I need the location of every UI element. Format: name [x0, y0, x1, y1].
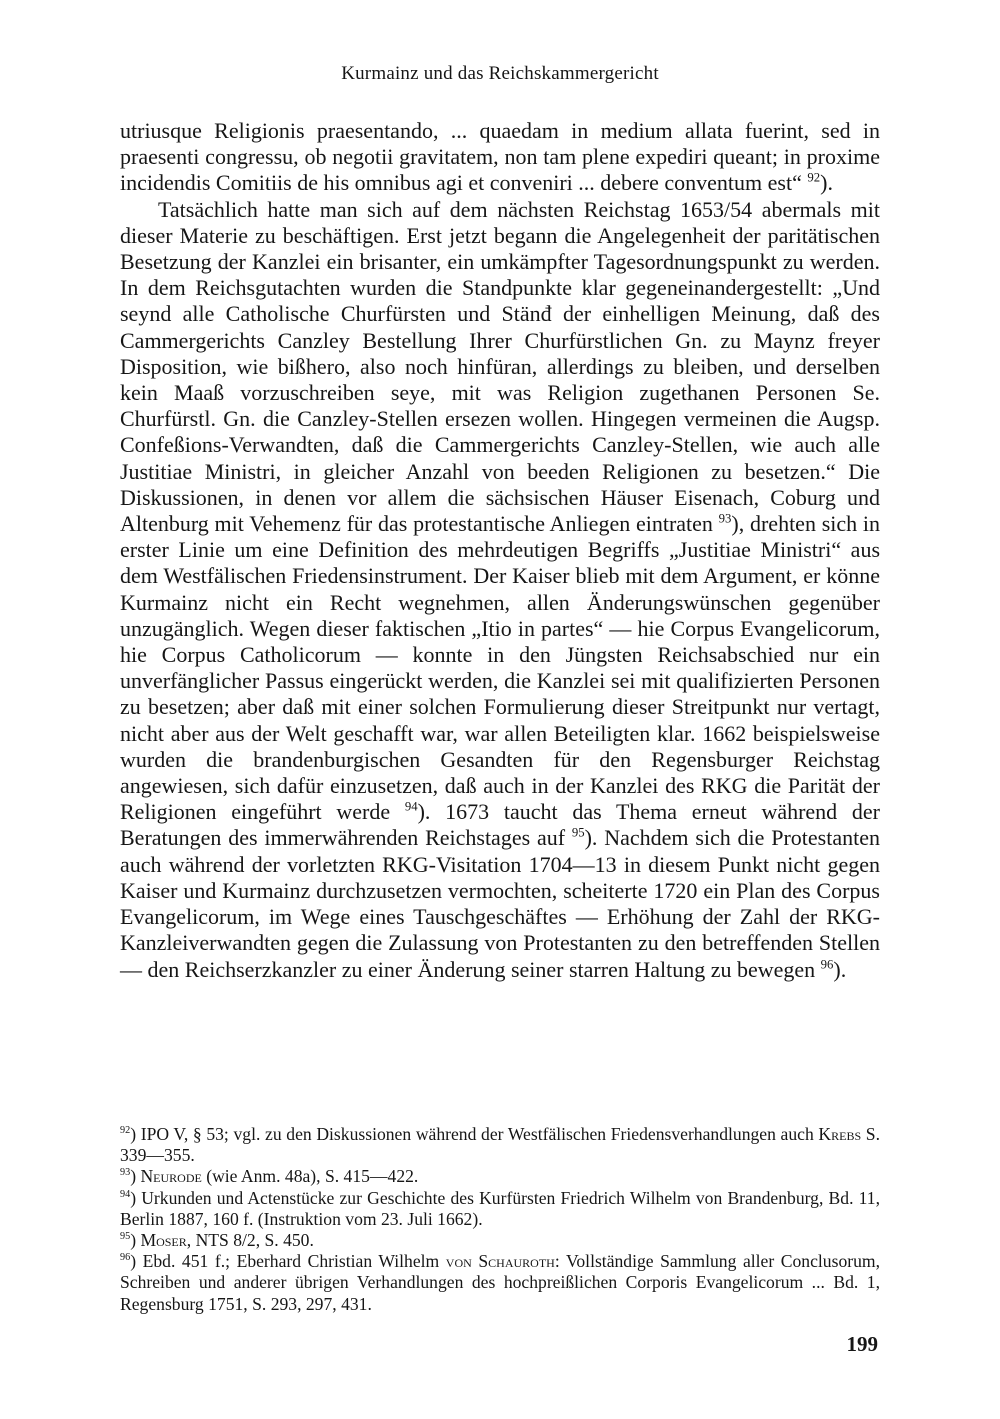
note-reference: 93: [120, 1167, 131, 1179]
footnote: [120, 1230, 880, 1251]
note-reference: 92: [807, 171, 821, 186]
paragraph: [120, 118, 880, 197]
author-name: von Schauroth: [445, 1251, 555, 1272]
text-run: ). Nachdem sich die Protestanten auch während der vorletzten RKG-Visitation 1704—13 in diesem Punkt nicht gegen Kaiser und Kurmainz durchzusetzen vermochten, scheiterte 1720 ein Plan des Corpus Evangelicorum, im Wege eines Tauschgeschäftes — Erhöhung der Zahl der RKG-Kanzleiverwandten gegen die Zulassung von Protestanten zu den betreffenden Stellen — den Reichserzkanzler zu einer Änderung seiner starren Haltung zu bewegen: [120, 825, 880, 982]
footnote: [120, 1188, 880, 1230]
running-head: Kurmainz und das Reichskammergericht: [341, 63, 659, 84]
page-number: 199: [846, 1332, 878, 1356]
note-reference: 96: [820, 957, 834, 972]
text-run: ). 1673 taucht das Thema erneut während der Beratungen des immerwährenden Reichstages auf: [120, 799, 880, 851]
paragraph: [120, 197, 880, 983]
text-run: ): [130, 1230, 141, 1251]
note-reference: 93: [718, 511, 732, 526]
text-run: : Vollständige Sammlung aller Conclusorum, Schreiben und anderer übrigen Verhandlungen des hochpreißlichen Corporis Evangelicorum ... Bd. 1, Regensburg 1751, S. 293, 297, 431.: [120, 1251, 880, 1314]
text-run: ).: [833, 956, 847, 982]
footnote: [120, 1251, 880, 1315]
note-reference: 94: [120, 1188, 131, 1200]
text-run: ), drehten sich in erster Linie um eine Definition des mehrdeutigen Begriffs „Justitiae Ministri“ aus dem Westfälischen Friedensinstrument. Der Kaiser blieb mit dem Argument, er könne Kurmainz nicht ein Recht wegnehmen, allen Änderungswünschen gegenüber unzugänglich. Wegen dieser faktischen „Itio in partes“ — hie Corpus Evangelicorum, hie Corpus Catholicorum — konnte in den Jüngsten Reichsabschied nur ein unverfänglicher Passus eingerückt werden, die Kanzlei sei mit qualifizierten Personen zu besetzen; aber daß mit einer solchen Formulierung dieser Streitpunkt nur vertagt, nicht aber aus der Welt geschafft war, war allen Beteiligten klar. 1662 beispielsweise wurden die brandenburgischen Gesandten für den Regensburger Reichstag angewiesen, sich dafür einzusetzen, daß auch in der Kanzlei des RKG die Parität der Religionen eingeführt werde: [120, 511, 880, 825]
footnotes: [120, 1124, 880, 1315]
text-run: , NTS 8/2, S. 450.: [186, 1230, 314, 1251]
text-run: ) Urkunden und Actenstücke zur Geschichte des Kurfürsten Friedrich Wilhelm von Brandenburg, Bd. 11, Berlin 1887, 160 f. (Instruktion vom 23. Juli 1662).: [120, 1187, 880, 1229]
text-run: Tatsächlich hatte man sich auf dem nächsten Reichstag 1653/54 abermals mit dieser Materie zu beschäftigen. Erst jetzt begann die Angelegenheit der paritätischen Besetzung der Kanzlei ein brisanter, ein umkämpfter Tagesordnungspunkt zu werden. In dem Reichsgutachten wurden die Standpunkte klar gegeneinandergestellt: „Und seynd alle Catholische Churfürsten und Stänđ der einhelligen Meinung, daß des Cammergerichts Canzley Bestellung Ihrer Churfürstlichen Gn. zu Maynz freyer Disposition, wie bißhero, also noch hinfüran, allerdings zu bleiben, und derselben kein Maaß vorzuschreiben seye, mit was Religion zugethanen Personen Se. Churfürstl. Gn. die Canzley-Stellen ersezen wollen. Hingegen vermeinen die Augsp. Confeßions-Verwandten, daß die Cammergerichts Canzley-Stellen, wie auch alle Justitiae Ministri, in gleicher Anzahl von beeden Religionen zu besetzen.“ Die Diskussionen, in denen vor allem die sächsischen Häuser Eisenach, Coburg und Altenburg mit Vehemenz für das protestantische Anliegen eintraten: [120, 196, 880, 537]
author-name: Neurode: [140, 1166, 202, 1187]
text-run: utriusque Religionis praesentando, ... quaedam in medium allata fuerint, sed in praesenti congressu, ob negotii gravitatem, non tam plene expediri queant; in proxime incidendis Comitiis de his omnibus agi et conveniri ... debere conventum est“: [120, 118, 880, 196]
text-run: ): [130, 1166, 141, 1187]
text-run: ) Ebd. 451 f.; Eberhard Christian Wilhelm: [130, 1251, 446, 1272]
author-name: Moser: [140, 1230, 187, 1251]
text-run: S. 339—355.: [120, 1124, 880, 1166]
note-reference: 96: [120, 1252, 131, 1264]
main-text: [120, 118, 880, 983]
note-reference: 94: [404, 799, 418, 814]
note-reference: 95: [571, 826, 585, 841]
footnote: [120, 1124, 880, 1166]
note-reference: 92: [120, 1125, 131, 1137]
note-reference: 95: [120, 1231, 131, 1243]
text-run: (wie Anm. 48a), S. 415—422.: [201, 1166, 419, 1187]
text-run: ) IPO V, § 53; vgl. zu den Diskussionen während der Westfälischen Friedensverhandlungen auch: [130, 1124, 819, 1144]
author-name: Krebs: [818, 1124, 862, 1144]
footnote: [120, 1166, 880, 1187]
text-run: ).: [820, 170, 833, 196]
